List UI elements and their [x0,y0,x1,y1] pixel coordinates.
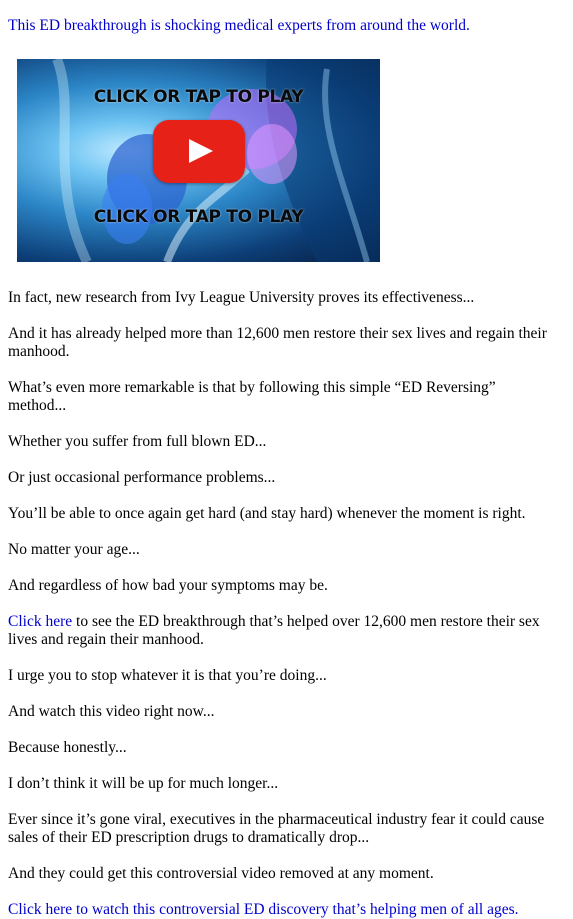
paragraph: Whether you suffer from full blown ED... [8,433,267,450]
paragraph: And they could get this controversial video removed at any moment. [8,865,434,882]
paragraph-with-link [8,613,563,649]
paragraph: And watch this video right now... [8,703,215,720]
paragraph: You’ll be able to once again get hard (and stay hard) whenever the moment is right. [8,505,526,522]
paragraph: And it has already helped more than 12,600 men restore their sex lives and regain their manhood. [8,325,547,360]
paragraph: And regardless of how bad your symptoms may be. [8,577,328,594]
paragraph: Or just occasional performance problems... [8,469,276,486]
paragraph: No matter your age... [8,541,140,558]
video-overlay-bottom-text: CLICK OR TAP TO PLAY [93,207,304,227]
paragraph-text: to see the ED breakthrough that’s helped over 12,600 men restore their sex lives and regain their manhood. [8,613,540,648]
headline-link[interactable]: This ED breakthrough is shocking medical experts from around the world. [8,17,470,34]
paragraph: In fact, new research from Ivy League University proves its effectiveness... [8,289,475,306]
paragraph: What’s even more remarkable is that by following this simple “ED Reversing” method... [8,379,496,414]
video-thumbnail[interactable] [17,59,380,262]
video-overlay-top-text: CLICK OR TAP TO PLAY [93,87,304,107]
paragraph: Because honestly... [8,739,127,756]
play-button[interactable] [153,120,245,183]
click-here-link[interactable]: Click here [8,613,73,630]
paragraph: Ever since it’s gone viral, executives in the pharmaceutical industry fear it could cause sales of their ED prescription drugs to dramatically drop... [8,811,545,846]
play-icon [189,139,213,163]
watch-video-link[interactable]: Click here to watch this controversial ED discovery that’s helping men of all ages. [8,901,519,918]
paragraph: I urge you to stop whatever it is that you’re doing... [8,667,327,684]
paragraph-with-link [8,901,568,919]
paragraph: I don’t think it will be up for much longer... [8,775,279,792]
